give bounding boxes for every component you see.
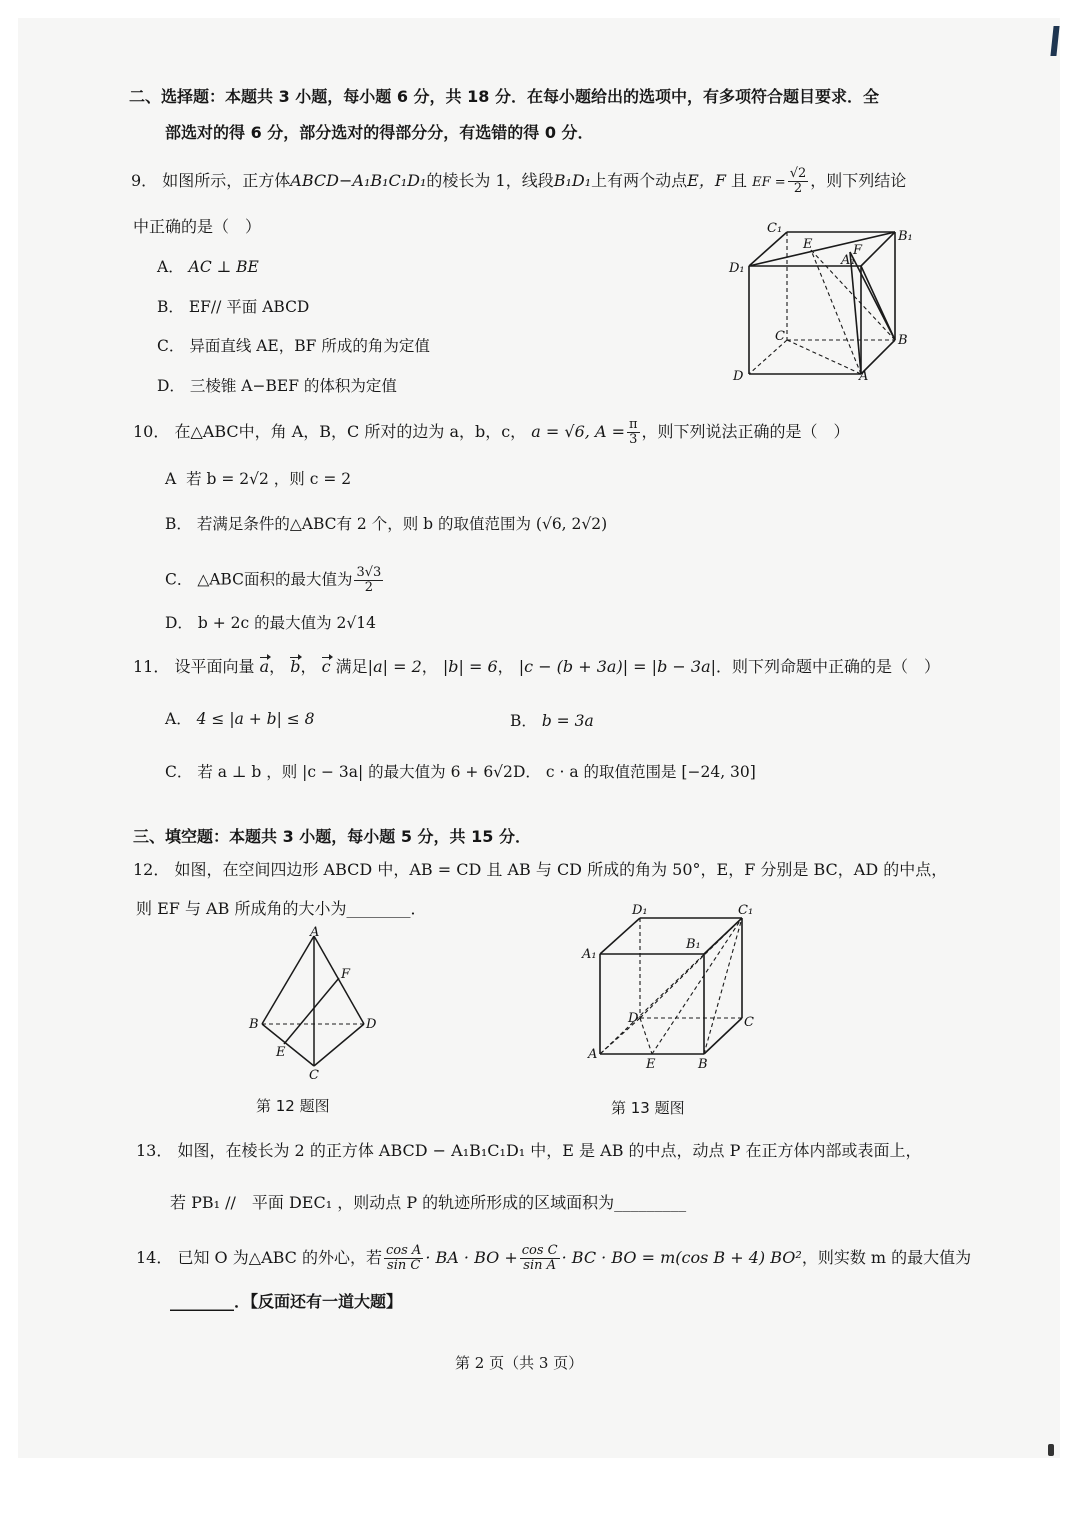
option-label: D． xyxy=(157,377,185,395)
q9-fig-label-c: C xyxy=(775,329,785,344)
q10-c-fraction xyxy=(354,566,383,595)
q9-fig-label-d1: D₁ xyxy=(729,261,745,276)
q12-stem-cont: 则 EF 与 AB 所成角的大小为________． xyxy=(136,899,427,918)
q13-text: 如图，在棱长为 2 的正方体 ABCD − A₁B₁C₁D₁ 中，E 是 AB 的中点，动点 P 在正方体内部或表面上， xyxy=(177,1141,922,1160)
option-text: 三棱锥 A−BEF 的体积为定值 xyxy=(189,377,397,395)
option-text: △ABC面积的最大值为 xyxy=(197,570,353,589)
q9-frac-den: 2 xyxy=(793,181,803,196)
q10-condition: a = √6, A = xyxy=(531,422,625,441)
q11-cond2: |b| = 6 xyxy=(442,657,498,676)
q11-option-b[interactable] xyxy=(510,710,594,732)
q12-figure-caption: 第 12 题图 xyxy=(256,1097,330,1115)
q9-fraction xyxy=(788,167,809,196)
q9-option-a[interactable] xyxy=(157,256,259,278)
q9-fig-label-f: F xyxy=(853,243,863,258)
option-label: D． xyxy=(513,763,541,781)
q12-fig-label-b: B xyxy=(249,1017,259,1032)
option-label: B． xyxy=(157,298,184,316)
q11-cond3: |c − (b + 3a)| = |b − 3a| xyxy=(518,657,716,676)
q14-f2-den: sin A xyxy=(523,1258,557,1273)
q13-stem-cont: 若 PB₁ // 平面 DEC₁ ，则动点 P 的轨迹所形成的区域面积为_________ xyxy=(170,1193,687,1212)
scan-dot-mark xyxy=(1048,1444,1054,1456)
q12-fig-label-c: C xyxy=(309,1068,319,1082)
q13-number: 13． xyxy=(136,1141,173,1160)
page-number-footer: 第 2 页（共 3 页） xyxy=(455,1354,584,1372)
q11-number: 11． xyxy=(133,657,170,676)
q13-stem xyxy=(136,1140,921,1162)
q13-fig-label-d1: D₁ xyxy=(632,903,648,918)
section2-title: 二、选择题：本题共 3 小题，每小题 6 分，共 18 分．在每小题给出的选项中，有多项符合题目要求．全 xyxy=(129,87,879,106)
q9-text-mid: 的棱长为 1，线段 xyxy=(426,171,554,190)
q10-frac-den: 3 xyxy=(629,432,638,447)
q11-text-b: 满足 xyxy=(335,657,368,676)
q11-sep: ， xyxy=(300,657,317,676)
q9-option-b[interactable] xyxy=(157,296,309,318)
q9-option-d[interactable] xyxy=(157,375,397,397)
q13-fig-label-e: E xyxy=(646,1057,656,1072)
q14-number: 14． xyxy=(136,1248,173,1267)
q10-option-b[interactable] xyxy=(165,513,607,535)
q10-c-frac-num: 3√3 xyxy=(356,565,382,580)
q11-option-c[interactable] xyxy=(165,761,513,783)
q12-fig-label-a: A xyxy=(310,926,320,940)
option-text: c · a 的取值范围是 [−24, 30] xyxy=(545,763,756,781)
q12-number: 12． xyxy=(133,860,170,879)
q13-fig-label-b: B xyxy=(698,1057,708,1072)
option-label: C． xyxy=(165,570,193,589)
q13-figure xyxy=(580,898,770,1074)
q9-segment: B₁D₁ xyxy=(553,171,592,190)
q10-c-frac-den: 2 xyxy=(364,580,374,595)
q14-f1-num: cos A xyxy=(386,1243,422,1258)
q9-fig-label-e: E xyxy=(803,237,813,252)
q12-text: 如图，在空间四边形 ABCD 中，AB = CD 且 AB 与 CD 所成的角为 50°，E，F 分别是 BC，AD 的中点， xyxy=(174,860,948,879)
option-label: C． xyxy=(157,337,185,355)
option-label: A． xyxy=(157,258,184,276)
q9-fig-label-d: D xyxy=(733,369,744,384)
q9-text-mid2: 上有两个动点 xyxy=(591,171,688,190)
option-label: B． xyxy=(165,515,192,533)
q9-number: 9． xyxy=(131,171,158,190)
q13-fig-label-b1: B₁ xyxy=(686,937,701,952)
q11-stem xyxy=(133,656,940,678)
q13-fig-label-a: A xyxy=(588,1047,598,1062)
q9-fig-label-a1: A₁ xyxy=(841,253,856,268)
option-text: 若满足条件的△ABC有 2 个，则 b 的取值范围为 (√6, 2√2) xyxy=(196,515,608,533)
q10-frac-num: π xyxy=(629,417,638,432)
q14-stem-cont: ________．【反面还有一道大题】 xyxy=(170,1292,403,1311)
q9-points: E，F xyxy=(687,171,726,190)
q11-text-a: 设平面向量 xyxy=(174,657,255,676)
q11-vec-b: b xyxy=(290,657,301,676)
q9-fig-label-b: B xyxy=(898,333,908,348)
q10-stem xyxy=(133,418,850,447)
q9-cube-name: ABCD−A₁B₁C₁D₁ xyxy=(290,171,427,190)
q9-fig-label-c1: C₁ xyxy=(767,221,783,236)
q9-fig-label-a: A xyxy=(859,369,869,384)
option-text: 若 a ⊥ b ，则 |c − 3a| 的最大值为 6 + 6√2 xyxy=(197,763,513,781)
q12-fig-label-f: F xyxy=(341,967,351,982)
q9-stem xyxy=(131,167,906,196)
q11-cond1: |a| = 2 xyxy=(367,657,422,676)
q14-text-a: 已知 O 为△ABC 的外心，若 xyxy=(177,1248,383,1267)
q10-text-a: 在△ABC中，角 A，B，C 所对的边为 a，b，c， xyxy=(174,422,527,441)
q14-f1-den: sin C xyxy=(387,1258,421,1273)
q12-stem xyxy=(133,859,947,881)
q14-text-b: ，则实数 m 的最大值为 xyxy=(801,1248,972,1267)
q9-cube-figure xyxy=(725,218,925,390)
q10-fraction xyxy=(627,418,640,447)
q11-vec-a: a xyxy=(259,657,270,676)
q11-sep: ， xyxy=(269,657,286,676)
option-text: EF// 平面 ABCD xyxy=(188,298,310,316)
q11-vec-c: c xyxy=(321,657,331,676)
q10-text-b: ，则下列说法正确的是（ ） xyxy=(641,422,850,441)
q14-f2-num: cos C xyxy=(521,1243,558,1258)
option-label: C． xyxy=(165,763,193,781)
q11-sep: ， xyxy=(497,657,514,676)
option-label: A xyxy=(165,470,177,488)
q10-number: 10． xyxy=(133,422,170,441)
q13-fig-label-c1: C₁ xyxy=(738,903,754,918)
q9-fig-label-b1: B₁ xyxy=(898,229,913,244)
q12-fig-label-e: E xyxy=(276,1045,286,1060)
option-label: D． xyxy=(165,614,193,632)
option-text: b + 2c 的最大值为 2√14 xyxy=(197,614,376,632)
q9-text-post: ，则下列结论 xyxy=(810,171,907,190)
option-text: b = 3a xyxy=(541,712,594,730)
option-text: 异面直线 AE，BF 所成的角为定值 xyxy=(189,337,430,355)
q14-stem xyxy=(136,1244,971,1273)
section3-title: 三、填空题：本题共 3 小题，每小题 5 分，共 15 分． xyxy=(133,827,531,846)
q11-sep: ， xyxy=(421,657,438,676)
q11-text-c: ．则下列命题中正确的是（ ） xyxy=(716,657,941,676)
q14-expr-2: · BC · BO = m(cos B + 4) BO² xyxy=(561,1248,802,1267)
q10-option-c[interactable] xyxy=(165,566,385,595)
q10-option-a[interactable] xyxy=(165,468,351,490)
q9-cond: 且 xyxy=(731,171,748,190)
q12-figure xyxy=(244,926,384,1082)
q9-frac-num: √2 xyxy=(789,166,807,181)
q9-option-c[interactable] xyxy=(157,335,430,357)
q14-fraction-2 xyxy=(520,1244,560,1273)
q10-option-d[interactable] xyxy=(165,612,376,634)
q14-expr-1: · BA · BO + xyxy=(425,1248,518,1267)
q11-option-d[interactable] xyxy=(513,761,756,783)
option-label: A． xyxy=(165,710,192,728)
option-text: AC ⊥ BE xyxy=(188,258,259,276)
q13-figure-caption: 第 13 题图 xyxy=(611,1099,685,1117)
q13-fig-label-c: C xyxy=(744,1015,754,1030)
option-text: 4 ≤ |a + b| ≤ 8 xyxy=(196,710,315,728)
q14-fraction-1 xyxy=(384,1244,423,1273)
option-text: 若 b = 2√2 ，则 c = 2 xyxy=(186,470,352,488)
q9-stem-cont: 中正确的是（ ） xyxy=(133,217,262,236)
q11-option-a[interactable] xyxy=(165,708,315,730)
q13-fig-label-a1: A₁ xyxy=(582,947,597,962)
q9-text-pre: 如图所示，正方体 xyxy=(162,171,291,190)
q13-fig-label-d: D xyxy=(628,1011,639,1026)
q12-fig-label-d: D xyxy=(366,1017,377,1032)
q9-eq-lhs: EF = xyxy=(752,175,786,190)
option-label: B． xyxy=(510,712,537,730)
section2-title-cont: 部选对的得 6 分，部分选对的得部分分，有选错的得 0 分． xyxy=(165,123,594,142)
